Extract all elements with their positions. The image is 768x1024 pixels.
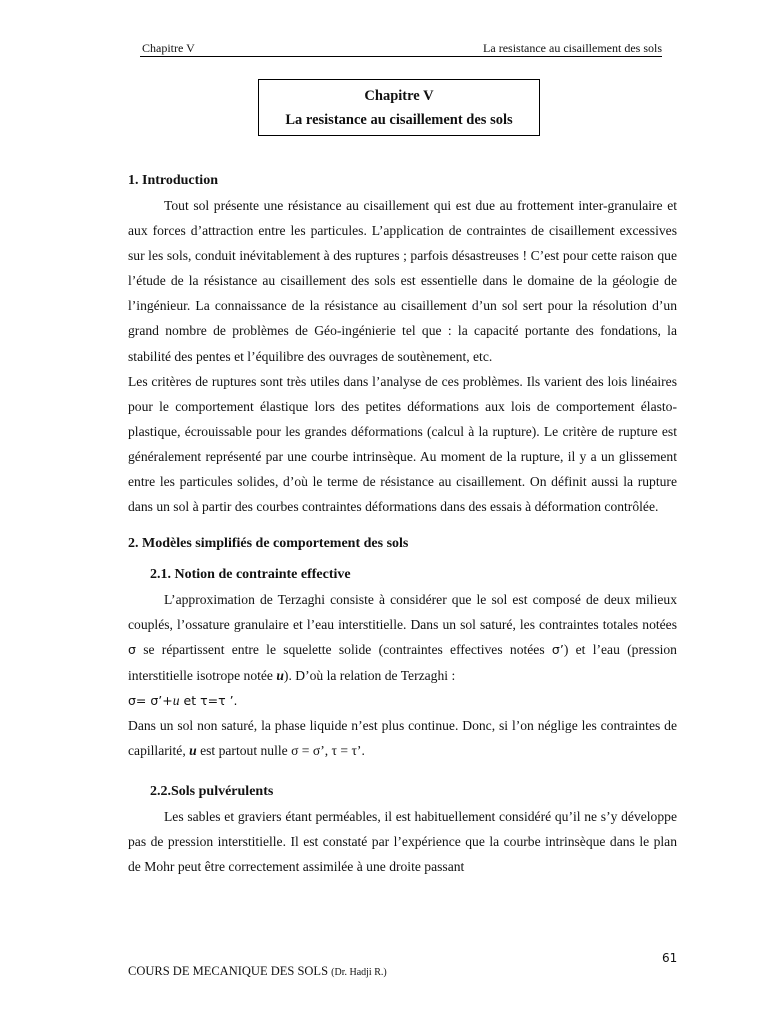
text-run: ) et l’eau (pression interstitielle isotrope notée xyxy=(128,642,677,683)
equation-u: u xyxy=(172,692,180,708)
running-header xyxy=(140,40,662,57)
text-run: se répartissent entre le squelette solide (contraintes effectives notées xyxy=(135,642,552,658)
section-2-1-paragraph-1 xyxy=(128,587,677,687)
equation-part: σ= σ’+ xyxy=(128,692,173,708)
text-run: Dans un sol non saturé, la phase liquide n’est plus continue. Donc, si l’on néglige les contraintes de capillarité, xyxy=(128,717,677,758)
chapter-number: Chapitre V xyxy=(364,88,434,104)
sigma-prime-symbol: σ’ xyxy=(551,642,564,658)
text-run: est partout nulle σ = σ’, τ = τ’. xyxy=(196,742,365,758)
section-2-heading: 2. Modèles simplifiés de comportement des sols xyxy=(128,536,409,552)
sigma-symbol: σ xyxy=(128,642,136,658)
pore-pressure-symbol: u xyxy=(189,742,197,758)
page-body xyxy=(128,168,677,879)
section-1-heading: 1. Introduction xyxy=(128,173,218,188)
text-run: L’approximation de Terzaghi consiste à considérer que le sol est composé de deux milieux couplés, l’ossature granulaire et l’eau interstitielle. Dans un sol saturé, les contraintes totales notées xyxy=(128,592,677,633)
section-2-2-heading: 2.2.Sols pulvérulents xyxy=(150,783,274,799)
section-1-paragraph-1: Tout sol présente une résistance au cisaillement qui est due au frottement inter-granulaire et aux forces d’attraction entre les particules. L’application de contraintes de cisaillement excessives sur les sols, conduit inévitablement à des ruptures ; parfois désastreuses ! C’est pour cette raison que l’étude de la résistance au cisaillement des sols est essentielle dans le domaine de la géologie de l’ingénieur. La connaissance de la résistance au cisaillement d’un sol sert pour la résolution d’un grand nombre de problèmes de Géo-ingénierie tel que : la capacité portante des fondations, la stabilité des pentes et l’équilibre des ouvrages de soutènement, etc. xyxy=(128,198,677,364)
section-1-paragraph-2: Les critères de ruptures sont très utiles dans l’analyse de ces problèmes. Ils varient des lois linéaires pour le comportement élastique lors des petites déformations aux lois de comportement élasto-plastique, écrouissable pour les grandes déformations (calcul à la rupture). Le critère de rupture est généralement représenté par une courbe intrinsèque. Au moment de la rupture, il y a un glissement entre les particules solides, d’où le terme de résistance au cisaillement. On définit aussi la rupture dans un sol à partir des courbes contraintes déformations dans des essais à déformation contrôlée. xyxy=(128,373,677,515)
footer-course: COURS DE MECANIQUE DES SOLS xyxy=(128,964,332,978)
terzaghi-equation xyxy=(128,688,677,713)
page-footer xyxy=(128,964,387,979)
header-chapter: Chapitre V xyxy=(142,41,195,55)
section-2-2-paragraph-1: Les sables et graviers étant perméables, il est habituellement considéré qu’il ne s’y développe pas de pression interstitielle. Il est constaté par l’expérience que la courbe intrinsèque dans le plan de Mohr peut être correctement assimilée à une droite passant xyxy=(128,808,677,875)
chapter-title-box xyxy=(258,79,540,136)
text-run: ). D’où la relation de Terzaghi : xyxy=(283,667,456,683)
pore-pressure-symbol: u xyxy=(276,667,284,683)
header-title: La resistance au cisaillement des sols xyxy=(483,41,662,55)
chapter-title: La resistance au cisaillement des sols xyxy=(285,112,513,128)
section-2-1-heading: 2.1. Notion de contrainte effective xyxy=(150,567,351,583)
footer-author: (Dr. Hadji R.) xyxy=(331,967,387,978)
section-2-1-paragraph-2 xyxy=(128,713,677,763)
page-number: 61 xyxy=(662,951,678,965)
equation-part: et τ=τ ’. xyxy=(179,692,238,708)
